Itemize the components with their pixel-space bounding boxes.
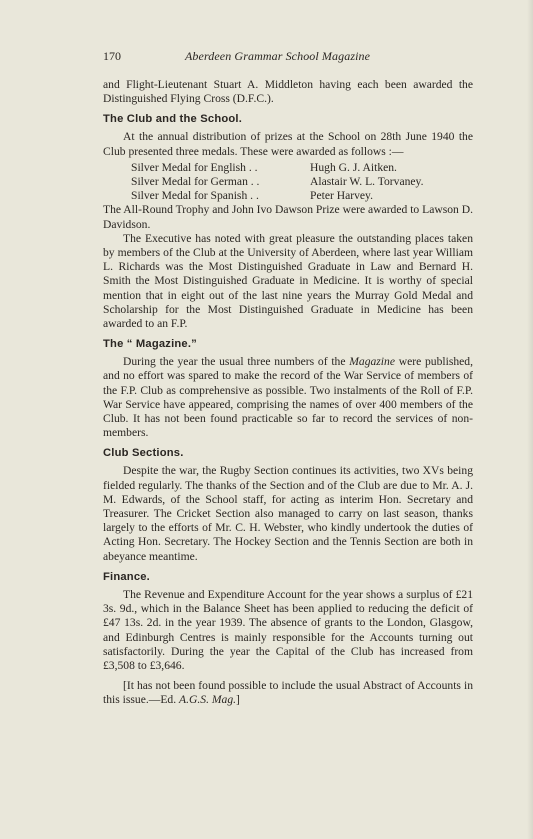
editor-note-start: [It has not been found possible to include the usual Abstract of Accounts in this issue.—Ed. [103, 679, 473, 707]
club-paragraph-trophy: The All-Round Trophy and John Ivo Dawson Prize were awarded to Lawson D. Davidson. [103, 203, 473, 231]
magazine-section-heading: The “ Magazine.” [103, 338, 197, 351]
club-sections-heading: Club Sections. [103, 447, 184, 460]
magazine-text-end: were published, and no effort was spared to make the record of the War Service of members of the F.P. Club as comprehensive as possible. Two instalments of the Roll of F.P. War Service have appeared, comprising the names of over 400 members of the Club. It has not been found practicable so far to record the services of non-members. [103, 355, 473, 440]
medal-recipient: Hugh G. J. Aitken. [310, 160, 397, 174]
medal-row [131, 189, 473, 203]
page-header [103, 49, 473, 67]
intro-paragraph: and Flight-Lieutenant Stuart A. Middleton having each been awarded the Distinguished Flying Cross (D.F.C.). [103, 78, 473, 106]
medal-award: Silver Medal for English . . [131, 160, 258, 174]
finance-paragraph: The Revenue and Expenditure Account for the year shows a surplus of £21 3s. 9d., which in the Balance Sheet has been applied to reducing the deficit of £47 13s. 2d. in the year 1939. The absence of grants to the London, Glasgow, and Edinburgh Centres is mainly responsible for the Accounts turning out satisfactorily. During the year the Capital of the Club has increased from £3,508 to £3,646. [103, 587, 473, 672]
editor-note-end: ] [236, 693, 240, 707]
club-section-heading: The Club and the School. [103, 113, 243, 126]
medal-award: Silver Medal for Spanish . . [131, 189, 259, 203]
editor-note [103, 679, 473, 707]
page-number: 170 [103, 49, 121, 63]
finance-heading: Finance. [103, 570, 150, 583]
club-sections-paragraph: Despite the war, the Rugby Section continues its activities, two XVs being fielded regularly. The thanks of the Section and of the Club are due to Mr. A. J. M. Edwards, of the School staff, for acting as interim Hon. Secretary and Treasurer. The Cricket Section also managed to carry on last season, thanks largely to the efforts of Mr. C. H. Webster, who kindly undertook the duties of Acting Hon. Secretary. The Hockey Section and the Tennis Section are both in abeyance meantime. [103, 464, 473, 563]
magazine-text-start: During the year the usual three numbers of the [123, 355, 350, 369]
page-content [103, 78, 473, 708]
magazine-paragraph [103, 355, 473, 440]
editor-note-italic: A.G.S. Mag. [179, 693, 237, 707]
page-edge-shadow [527, 0, 533, 839]
medal-list [131, 161, 473, 204]
magazine-title-italic: Magazine [349, 355, 395, 369]
medal-row [131, 175, 473, 189]
medal-row [131, 161, 473, 175]
club-paragraph-university: The Executive has noted with great pleasure the outstanding places taken by members of the Club at the University of Aberdeen, where last year William L. Richards was the Most Distinguished Graduate in Law and Bernard H. Smith the Most Distinguished Graduate in Medicine. It is worthy of special mention that in eight out of the last nine years the Murray Gold Medal and Scholarship for the Most Distinguished Graduate in Medicine has been awarded to an F.P. [103, 231, 473, 331]
running-title: Aberdeen Grammar School Magazine [185, 49, 371, 63]
club-paragraph-prizes: At the annual distribution of prizes at the School on 28th June 1940 the Club presented three medals. These were awarded as follows :— [103, 130, 473, 158]
medal-recipient: Peter Harvey. [310, 189, 373, 203]
medal-award: Silver Medal for German . . [131, 175, 260, 189]
medal-recipient: Alastair W. L. Torvaney. [310, 175, 424, 189]
